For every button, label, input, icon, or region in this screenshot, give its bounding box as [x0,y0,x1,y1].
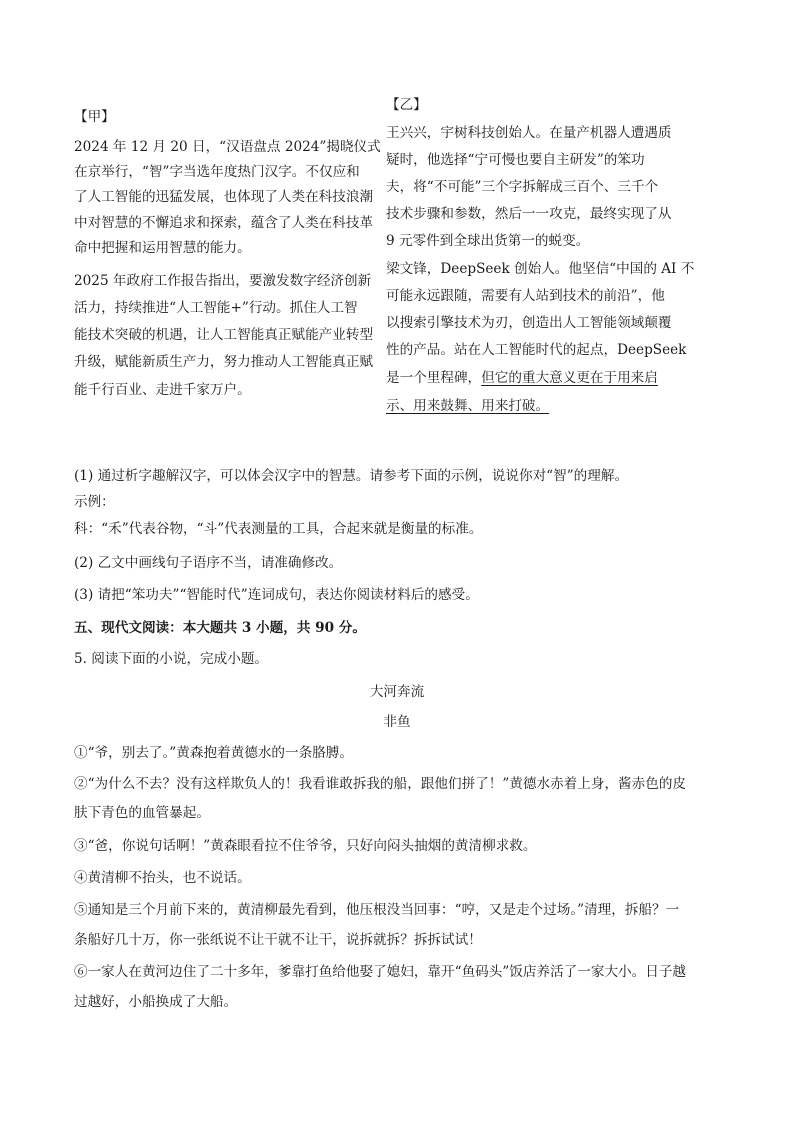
passage-jia-line: 能千行百业、走进千家万户。 [74,382,251,398]
example-text: 科：“禾”代表谷物，“斗”代表测量的工具，合起来就是衡量的标准。 [74,521,483,537]
passage-yi-line: 夫，将“不可能”三个字拆解成三百个、三千个 [386,179,659,195]
passage-yi-line: 王兴兴，宇树科技创始人。在量产机器人遭遇质 [386,125,672,141]
passage-yi-line: 可能永远跟随，需要有人站到技术的前沿”，他 [386,288,665,304]
story-author: 非鱼 [383,714,411,730]
question-3: (3) 请把“笨功夫”“智能时代”连词成句，表达你阅读材料后的感受。 [74,587,479,603]
passage-jia [74,108,384,408]
section-heading: 五、现代文阅读：本大题共 3 小题，共 90 分。 [74,620,366,636]
passage-yi-line: 以搜索引擎技术为刃，创造出人工智能领域颠覆 [386,315,672,331]
story-paragraph-continued: 肤下青色的血管暴起。 [74,805,210,821]
passage-jia-label: 【甲】 [74,109,115,125]
passage-jia-line: 2025 年政府工作报告指出，要激发数字经济创新 [74,273,372,289]
passage-yi-line: 梁文锋，DeepSeek 创始人。他坚信“中国的 AI 不 [386,261,695,277]
passage-yi-line: 9 元零件到全球出货第一的蜕变。 [386,233,590,249]
story-title: 大河奔流 [369,684,425,700]
story-paragraph: ③“爸，你说句话啊！”黄森眼看拉不住爷爷，只好向闷头抽烟的黄清柳求救。 [74,838,537,854]
passage-jia-line: 活力，持续推进“人工智能+”行动。抓住人工智 [74,300,358,316]
section-instruction: 5. 阅读下面的小说，完成小题。 [74,651,269,667]
story-paragraph: ⑤通知是三个月前下来的，黄清柳最先看到，他压根没当回事：“哼，又是走个过场。”清理，拆船？一 [74,902,680,918]
passage-jia-line: 2024 年 12 月 20 日，“汉语盘点 2024”揭晓仪式 [74,139,381,155]
question-1: (1) 通过析字趣解汉字，可以体会汉字中的智慧。请参考下面的示例，说说你对“智”的理解。 [74,468,629,484]
passage-yi-line: 性的产品。站在人工智能时代的起点，DeepSeek [386,342,687,358]
passage-jia-line: 中对智慧的不懈追求和探索，蕴含了人类在科技革 [74,215,374,231]
story-paragraph-continued: 条船好几十万，你一张纸说不让干就不让干，说拆就拆？拆拆试试！ [74,932,482,948]
passage-jia-line: 升级，赋能新质生产力，努力推动人工智能真正赋 [74,354,374,370]
passage-yi-line-start: 是一个里程碑， [386,370,482,386]
passage-yi-label: 【乙】 [386,97,427,113]
passage-yi [386,96,716,426]
story-paragraph: ①“爷，别去了。”黄森抱着黄德水的一条胳膊。 [74,745,353,761]
example-label: 示例： [74,494,115,510]
underlined-sentence-part-2: 示、用来鼓舞、用来打破。 [386,398,550,414]
question-2: (2) 乙文中画线句子语序不当，请准确修改。 [74,555,343,571]
story-paragraph-continued: 过越好，小船换成了大船。 [74,994,238,1010]
passage-jia-line: 了人工智能的迅猛发展，也体现了人类在科技浪潮 [74,189,374,205]
passage-yi-line-with-underline [386,369,658,387]
passage-jia-line: 能技术突破的机遇，让人工智能真正赋能产业转型 [74,327,374,343]
passage-yi-line: 疑时，他选择“宁可慢也要自主研发”的笨功 [386,152,645,168]
passage-jia-line: 在京举行，“智”字当选年度热门汉字。不仅应和 [74,164,360,180]
story-paragraph: ④黄清柳不抬头，也不说话。 [74,870,251,886]
underlined-sentence-part-1: 但它的重大意义更在于用来启 [481,370,658,386]
story-paragraph: ⑥一家人在黄河边住了二十多年，爹靠打鱼给他娶了媳妇，靠开“鱼码头”饭店养活了一家大小。日子越 [74,964,687,980]
passage-yi-line: 技术步骤和参数，然后一一攻克，最终实现了从 [386,206,672,222]
passage-jia-line: 命中把握和运用智慧的能力。 [74,240,251,256]
story-paragraph: ②“为什么不去？没有这样欺负人的！我看谁敢拆我的船，跟他们拼了！”黄德水赤着上身，酱赤色的皮 [74,776,687,792]
